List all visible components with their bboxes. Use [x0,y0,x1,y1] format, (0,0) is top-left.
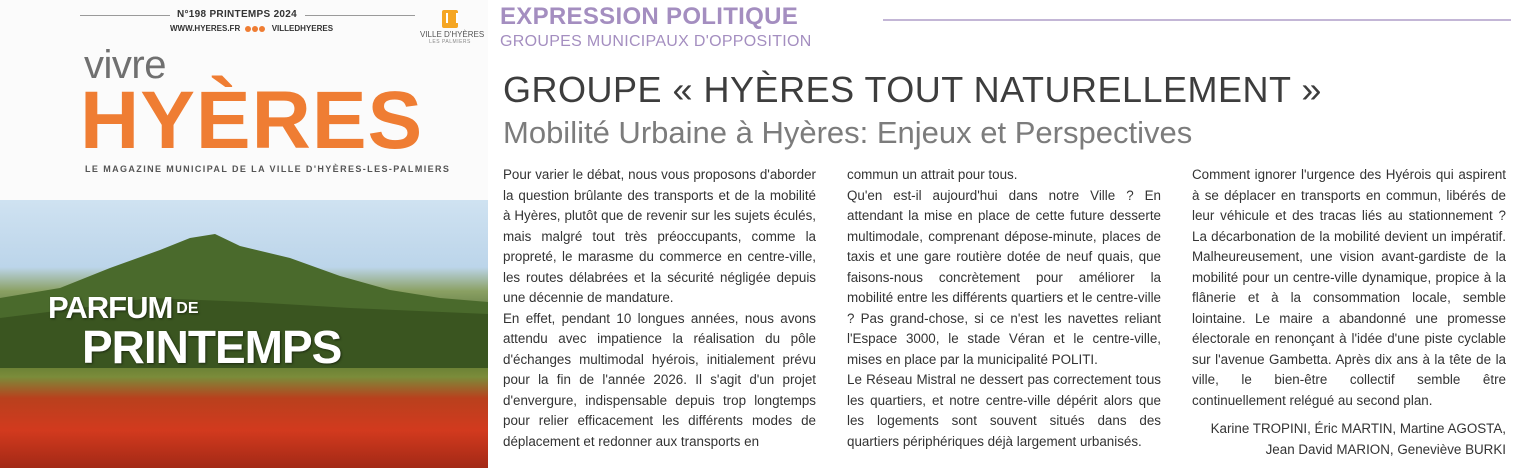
issue-number: N°198 PRINTEMPS 2024 [176,9,298,20]
city-logo-name: VILLE D'HYÈRES [420,30,485,39]
social-icons [245,24,266,33]
paragraph: Comment ignorer l'urgence des Hyérois qui aspirent à se déplacer en transports en commun, libérés de leur véhicule et des tracas liés au stationnement ? La décarbonation de la mobilité devient un impératif. Malheureusement, une vision avant-gardiste de la mobilité pour un centre-ville dynamique, propice à la flânerie et à la consommation locale, semble lointaine. Le maire a abandonné une promesse électorale en renonçant à l'idée d'une piste cyclable sur l'avenue Gambetta. Après dix ans à la tête de la ville, le bien-être collectif semble être continuellement relégué au second plan. [1192,167,1506,408]
social-handle: VILLEDHYERES [271,24,334,33]
feature-word1: PARFUM [48,290,173,325]
city-crest-icon [442,10,458,28]
section-divider [883,19,1511,21]
brand-small: vivre [84,43,166,87]
paragraph: Le Réseau Mistral ne dessert pas correctement tous les quartiers, et notre centre-ville dépérit alors que les logements sont souvent situés dans des quartiers périphériques déjà largement urbanisés. [847,372,1161,449]
paragraph: commun un attrait pour tous. [847,167,1018,182]
brand-large: HYÈRES [80,75,424,166]
cover-tagline: LE MAGAZINE MUNICIPAL DE LA VILLE D'HYÈRES-LES-PALMIERS [85,164,451,174]
cover-rule-right [305,15,415,16]
feature-title-line2: PRINTEMPS [82,321,342,373]
city-logo-sub: LES PALMIERS [429,39,471,45]
section-subtitle: GROUPES MUNICIPAUX D'OPPOSITION [500,33,812,50]
website-link[interactable]: WWW.HYERES.FR [170,24,241,33]
article-signatures: Karine TROPINI, Éric MARTIN, Martine AGOSTA, Jean David MARION, Geneviève BURKI [1210,421,1506,457]
section-title: EXPRESSION POLITIQUE [500,3,799,30]
article-column-3 [1192,165,1506,411]
paragraph: Pour varier le débat, nous vous proposons d'aborder la question brûlante des transports et de la mobilité à Hyères, plutôt que de revenir sur les sujets éculés, mais malgré tout très préoccupants, comme la propreté, le marasme du commerce en centre-ville, les routes délabrées et la sécurité négligée depuis une décennie de mandature. [503,167,816,305]
paragraph: Qu'en est-il aujourd'hui dans notre Ville ? En attendant la mise en place de cette future desserte multimodale, comprenant dépose-minute, places de taxis et une gare routière dotée de neuf quais, que faisons-nous concrètement pour améliorer la mobilité entre les différents quartiers et le centre-ville ? Pas grand-chose, si ce n'est les navettes reliant l'Espace 3000, le stade Véran et le centre-ville, mises en place par la municipalité POLITI. [847,187,1161,367]
article-subtitle: Mobilité Urbaine à Hyères: Enjeux et Perspectives [503,115,1193,150]
article-headline: GROUPE « HYÈRES TOUT NATURELLEMENT » [503,69,1322,110]
paragraph: En effet, pendant 10 longues années, nous avons attendu avec impatience la réalisation du pôle d'échanges multimodal hyérois, initialement prévu pour la fin de l'année 2026. Il s'agit d'un projet d'envergure, indispensable depuis trop longtemps pour relier efficacement les différents modes de déplacement et redonner aux transports en [503,310,816,449]
feature-connector: DE [176,300,199,317]
magazine-cover [0,0,488,468]
city-logo [420,10,485,45]
article-column-1 [503,165,816,452]
cover-contact [170,24,333,33]
cover-rule-left [80,15,170,16]
cover-photo [0,200,488,468]
article-column-2 [847,165,1161,452]
